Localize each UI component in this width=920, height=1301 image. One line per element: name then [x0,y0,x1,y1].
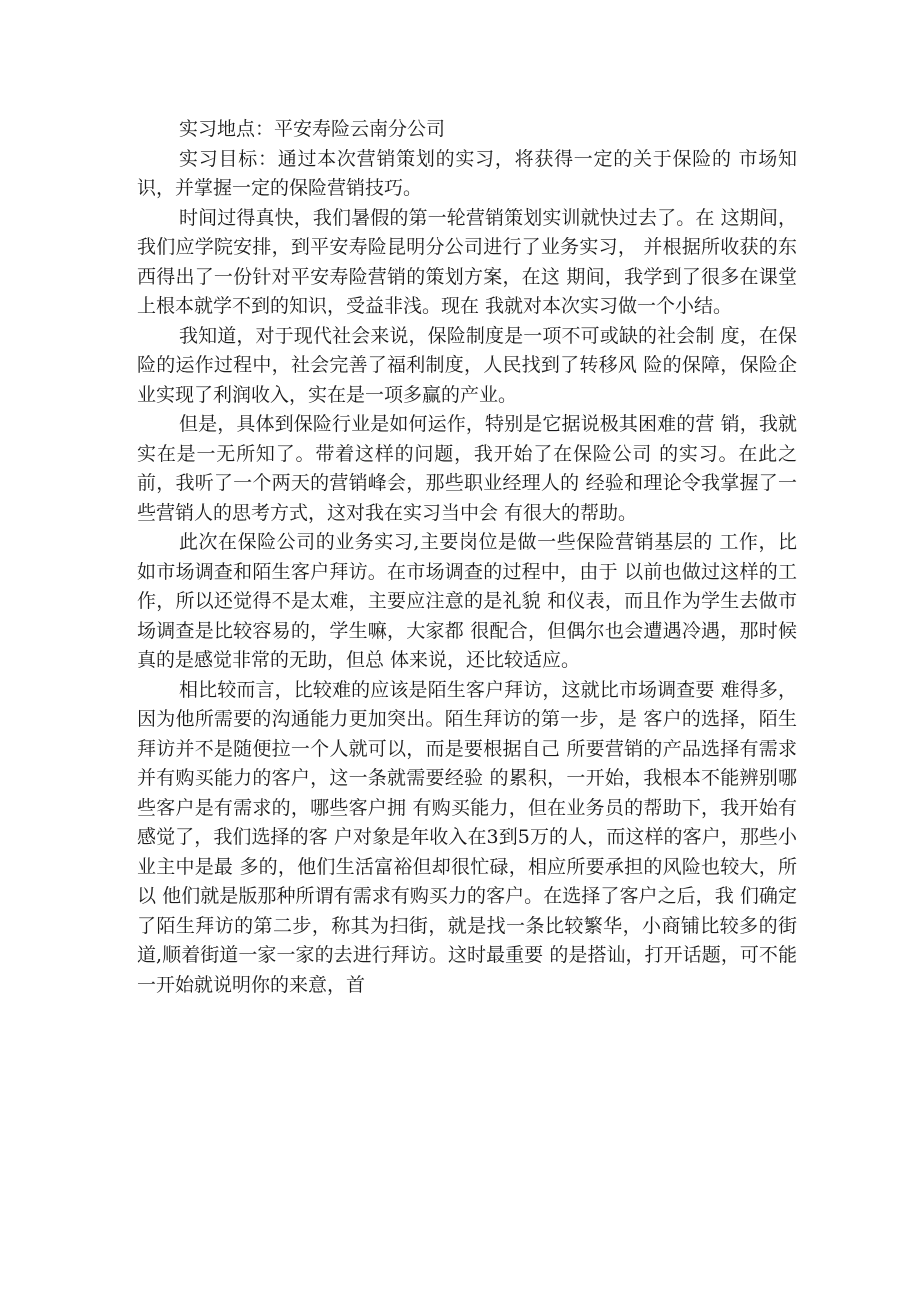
paragraph-cold-visit: 相比较而言，比较难的应该是陌生客户拜访，这就比市场调查要 难得多，因为他所需要的沟通能力更加突出。陌生拜访的第一步，是 客户的选择，陌生拜访并不是随便拉一个人就可以，而是要根据自己 所要营销的产品选择有需求并有购买能力的客户，这一条就需要经验 的累积，一开始，我根本不能辨别哪些客户是有需求的，哪些客户拥 有购买能力，但在业务员的帮助下，我开始有感觉了，我们选择的客 户对象是年收入在3到5万的人，而这样的客户，那些小业主中是最 多的，他们生活富裕但却很忙碌，相应所要承担的风险也较大，所以 他们就是版那种所谓有需求有购买力的客户。在选择了客户之后，我 们确定了陌生拜访的第二步，称其为扫街，就是找一条比较繁华，小商铺比较多的街道,顺着街道一家一家的去进行拜访。这时最重要 的是搭讪，打开话题，可不能一开始就说明你的来意，首 [137,678,797,996]
paragraph-internship-goal: 实习目标：通过本次营销策划的实习，将获得一定的关于保险的 市场知识，并掌握一定的保险营销技巧。 [137,147,797,199]
paragraph-internship-location: 实习地点：平安寿险云南分公司 [179,118,446,140]
paragraph-insurance-system: 我知道，对于现代社会来说，保险制度是一项不可或缺的社会制 度，在保险的运作过程中，社会完善了福利制度，人民找到了转移风 险的保障，保险企业实现了利润收入，实在是一项多赢的产业。 [137,324,797,406]
paragraph-marketing-question: 但是，具体到保险行业是如何运作，特别是它据说极其困难的营 销，我就实在是一无所知了。带着这样的问题，我开始了在保险公司 的实习。在此之前，我听了一个两天的营销峰会，那些职业经理人的 经验和理论令我掌握了一些营销人的思考方式，这对我在实习当中会 有很大的帮助。 [137,413,797,524]
paragraph-introduction: 时间过得真快，我们暑假的第一轮营销策划实训就快过去了。在 这期间，我们应学院安排，到平安寿险昆明分公司进行了业务实习， 并根据所收获的东西得出了一份针对平安寿险营销的策划方案，在这 期间，我学到了很多在课堂上根本就学不到的知识，受益非浅。现在 我就对本次实习做一个小结。 [137,206,797,317]
document-body [137,115,797,1000]
paragraph-market-survey: 此次在保险公司的业务实习,主要岗位是做一些保险营销基层的 工作，比如市场调查和陌生客户拜访。在市场调查的过程中，由于 以前也做过这样的工作，所以还觉得不是太难，主要应注意的是礼貌 和仪表，而且作为学生去做市场调查是比较容易的，学生嘛，大家都 很配合，但偶尔也会遭遇冷遇，那时候真的是感觉非常的无助，但总 体来说，还比较适应。 [137,531,797,671]
